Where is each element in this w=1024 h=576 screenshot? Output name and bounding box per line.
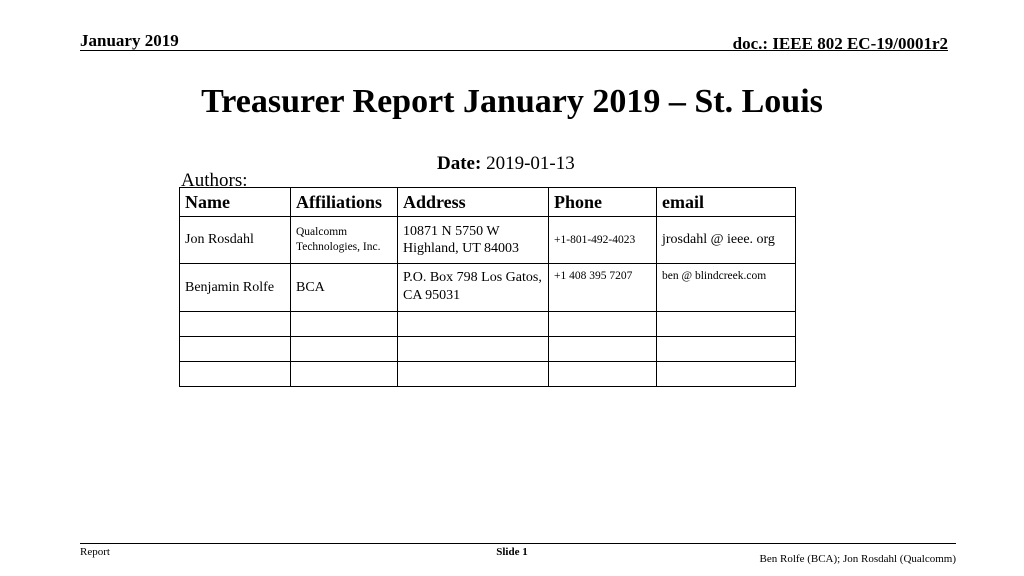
column-header-address: Address xyxy=(398,188,549,217)
cell-address: P.O. Box 798 Los Gatos, CA 95031 xyxy=(398,264,549,312)
cell-empty xyxy=(398,362,549,387)
column-header-name: Name xyxy=(180,188,291,217)
cell-empty xyxy=(549,337,657,362)
cell-affiliation: Qualcomm Technologies, Inc. xyxy=(291,217,398,264)
header-date: January 2019 xyxy=(80,31,179,50)
footer-divider xyxy=(80,543,956,544)
cell-name: Benjamin Rolfe xyxy=(180,264,291,312)
cell-phone: +1 408 395 7207 xyxy=(549,264,657,312)
page-title: Treasurer Report January 2019 – St. Louis xyxy=(201,83,823,120)
cell-empty xyxy=(657,337,796,362)
table-row xyxy=(180,362,796,387)
cell-empty xyxy=(398,337,549,362)
table-row xyxy=(180,217,796,264)
footer-left-label: Report xyxy=(80,546,110,558)
cell-empty xyxy=(180,337,291,362)
table-row xyxy=(180,337,796,362)
table-header-row xyxy=(180,188,796,217)
slide-number: Slide 1 xyxy=(496,546,528,558)
authors-label: Authors: xyxy=(181,170,248,191)
cell-empty xyxy=(549,312,657,337)
cell-address: 10871 N 5750 W Highland, UT 84003 xyxy=(398,217,549,264)
table-row xyxy=(180,264,796,312)
column-header-affiliations: Affiliations xyxy=(291,188,398,217)
cell-name: Jon Rosdahl xyxy=(180,217,291,264)
date-label: Date: xyxy=(437,153,482,174)
column-header-email: email xyxy=(657,188,796,217)
date-line xyxy=(437,153,575,175)
header-doc-number: doc.: IEEE 802 EC-19/0001r2 xyxy=(732,34,948,53)
column-header-phone: Phone xyxy=(549,188,657,217)
authors-table xyxy=(179,187,796,387)
cell-empty xyxy=(657,312,796,337)
date-value: 2019-01-13 xyxy=(486,153,575,174)
cell-empty xyxy=(180,362,291,387)
cell-phone: +1-801-492-4023 xyxy=(549,217,657,264)
footer-authors: Ben Rolfe (BCA); Jon Rosdahl (Qualcomm) xyxy=(759,553,956,565)
cell-empty xyxy=(291,362,398,387)
cell-empty xyxy=(180,312,291,337)
cell-empty xyxy=(549,362,657,387)
cell-empty xyxy=(291,337,398,362)
cell-empty xyxy=(398,312,549,337)
header-divider xyxy=(80,50,948,51)
cell-affiliation: BCA xyxy=(291,264,398,312)
table-row xyxy=(180,312,796,337)
cell-empty xyxy=(657,362,796,387)
cell-email: ben @ blindcreek.com xyxy=(657,264,796,312)
cell-empty xyxy=(291,312,398,337)
cell-email: jrosdahl @ ieee. org xyxy=(657,217,796,264)
